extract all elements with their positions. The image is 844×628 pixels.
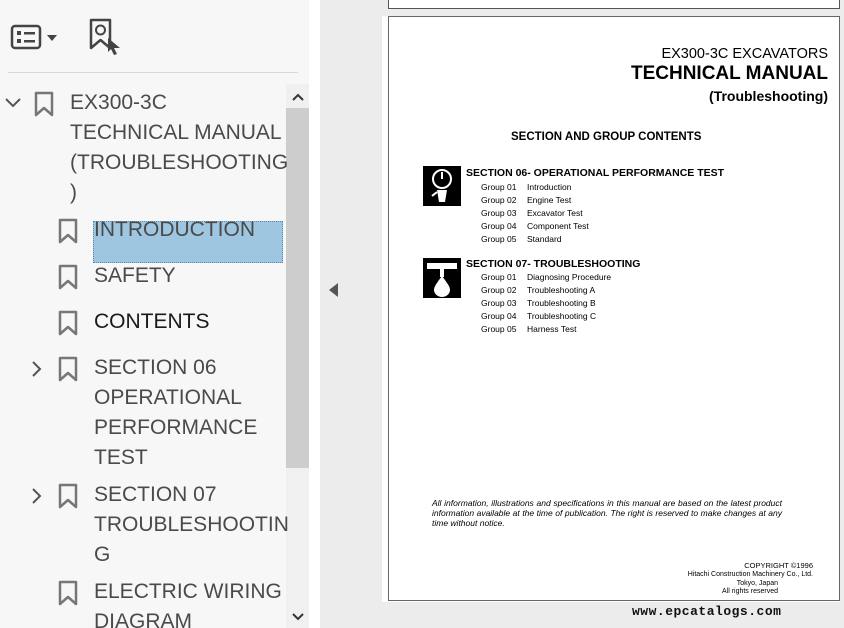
copyright-line: COPYRIGHT ©1996 (744, 561, 813, 570)
section-06-title: SECTION 06- OPERATIONAL PERFORMANCE TEST (466, 167, 725, 179)
company-name: Hitachi Construction Machinery Co., Ltd. (687, 571, 813, 578)
bookmark-label: SECTION 07 (94, 483, 217, 506)
bookmark-label: CONTENTS (94, 310, 210, 333)
group-name: Troubleshooting B (527, 298, 596, 308)
section-07-title: SECTION 07- TROUBLESHOOTING (466, 258, 641, 270)
bookmark-label: OPERATIONAL (94, 386, 242, 409)
oil-drop-icon (423, 258, 461, 298)
company-location: Tokyo, Japan (736, 580, 778, 587)
group-number: Group 03 (481, 298, 517, 308)
bookmark-item[interactable] (94, 261, 176, 291)
group-number: Group 01 (481, 272, 517, 282)
bookmark-item[interactable] (94, 307, 210, 337)
group-name: Component Test (527, 221, 589, 231)
chevron-down-icon (292, 613, 304, 621)
bookmark-label: TEST (94, 446, 148, 469)
group-name: Troubleshooting C (527, 311, 597, 321)
bookmark-label: ) (70, 181, 77, 204)
previous-page-edge (388, 0, 840, 9)
group-number: Group 02 (481, 285, 517, 295)
bookmark-icon (58, 483, 78, 514)
group-number: Group 04 (481, 311, 517, 321)
group-name: Engine Test (527, 195, 572, 205)
list-options-icon (10, 24, 58, 52)
bookmark-icon (58, 218, 78, 249)
group-number: Group 05 (481, 234, 517, 244)
rights-line: All rights reserved (721, 588, 778, 595)
group-number: Group 02 (481, 195, 517, 205)
group-name: Standard (527, 234, 562, 244)
group-number: Group 03 (481, 208, 517, 218)
collapse-panel-button[interactable] (326, 280, 340, 305)
doc-model: EX300-3C EXCAVATORS (661, 46, 828, 62)
bookmark-item[interactable] (94, 577, 282, 628)
disclaimer-text: All information, illustrations and specifications in this manual are based on the latest product information available at the time of publication. The right is reserved to make changes at any time without notice. (432, 498, 782, 528)
bookmark-icon (58, 356, 78, 387)
bookmark-icon (58, 310, 78, 341)
bookmark-item[interactable] (94, 480, 289, 570)
options-menu-button[interactable] (10, 24, 58, 52)
group-name: Troubleshooting A (527, 285, 596, 295)
doc-title: TECHNICAL MANUAL (630, 63, 828, 84)
find-bookmark-button[interactable] (88, 18, 122, 56)
bookmark-label: G (94, 543, 111, 566)
scroll-up-button[interactable] (286, 86, 309, 108)
bookmark-label: EX300-3C (70, 91, 167, 114)
bookmark-icon (58, 580, 78, 611)
triangle-left-icon (326, 280, 340, 300)
bookmark-icon (34, 91, 54, 122)
bookmark-icon (58, 264, 78, 295)
group-name: Harness Test (527, 324, 577, 334)
scrollbar-thumb[interactable] (286, 108, 309, 468)
group-name: Excavator Test (527, 208, 583, 218)
bookmark-label: TECHNICAL MANUAL (70, 121, 282, 144)
bookmark-label: INTRODUCTION (94, 218, 255, 241)
bookmark-label: TROUBLESHOOTIN (94, 513, 289, 536)
chevron-up-icon (292, 93, 304, 101)
group-name: Introduction (527, 182, 572, 192)
group-number: Group 01 (481, 182, 517, 192)
chevron-down-icon[interactable] (5, 96, 21, 114)
gauge-icon (423, 166, 461, 206)
bookmark-item[interactable] (70, 88, 288, 208)
bookmark-label: DIAGRAM (94, 610, 193, 628)
bookmark-label: (TROUBLESHOOTING (70, 151, 289, 174)
toolbar-divider (8, 72, 298, 73)
group-number: Group 05 (481, 324, 517, 334)
watermark-text: www.epcatalogs.com (632, 604, 782, 619)
bookmark-item[interactable] (94, 215, 255, 245)
bookmark-item[interactable] (94, 353, 257, 473)
bookmark-label: SECTION 06 (94, 356, 217, 379)
group-name: Diagnosing Procedure (527, 272, 612, 282)
contents-heading: SECTION AND GROUP CONTENTS (511, 131, 702, 143)
chevron-right-icon[interactable] (31, 488, 43, 509)
bookmark-label: PERFORMANCE (94, 416, 258, 439)
bookmark-label: ELECTRIC WIRING (94, 580, 282, 603)
chevron-right-icon[interactable] (31, 361, 43, 382)
group-number: Group 04 (481, 221, 517, 231)
bookmark-label: SAFETY (94, 264, 176, 287)
bookmark-search-icon (88, 18, 122, 56)
scroll-down-button[interactable] (286, 606, 309, 628)
panel-splitter[interactable] (309, 0, 320, 628)
bookmarks-panel (0, 0, 309, 628)
doc-subtitle: (Troubleshooting) (709, 88, 828, 104)
